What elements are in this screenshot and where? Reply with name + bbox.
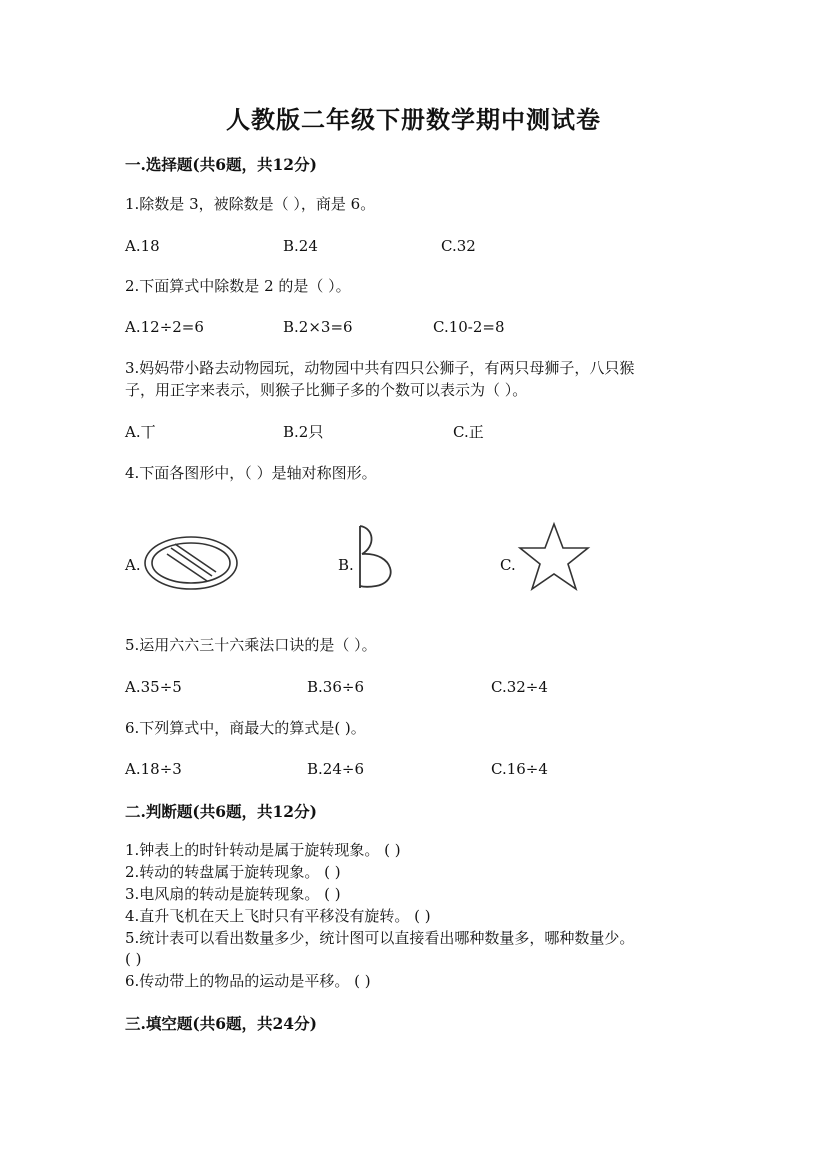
no-entry-oval-figure xyxy=(144,536,238,590)
question-1-option-c: C.32 xyxy=(441,237,476,255)
question-1-option-a: A.18 xyxy=(125,237,160,255)
judge-item-2: 2.转动的转盘属于旋转现象。 ( ) xyxy=(125,863,341,881)
judge-item-5-answer: ( ) xyxy=(125,950,142,968)
question-4-option-a: A. xyxy=(125,556,141,574)
question-2-option-c: C.10-2=8 xyxy=(433,318,505,336)
question-6-option-b: B.24÷6 xyxy=(307,760,364,778)
question-3-option-b: B.2只 xyxy=(283,423,324,441)
judge-item-4: 4.直升飞机在天上飞时只有平移没有旋转。 ( ) xyxy=(125,907,431,925)
question-5-stem: 5.运用六六三十六乘法口诀的是（ ）。 xyxy=(125,636,377,654)
question-3-stem-line-1: 3.妈妈带小路去动物园玩，动物园中共有四只公狮子，有两只母狮子，八只猴 xyxy=(125,359,635,377)
question-2-option-b: B.2×3=6 xyxy=(283,318,353,336)
question-6-option-c: C.16÷4 xyxy=(491,760,548,778)
letter-b-figure xyxy=(354,524,400,590)
question-4-option-c: C. xyxy=(500,556,516,574)
question-6-stem: 6.下列算式中，商最大的算式是( )。 xyxy=(125,719,366,737)
question-1-stem: 1.除数是 3，被除数是（ ），商是 6。 xyxy=(125,195,376,213)
judge-item-3: 3.电风扇的转动是旋转现象。 ( ) xyxy=(125,885,341,903)
question-3-option-a: A.丅 xyxy=(125,423,156,441)
question-5-option-c: C.32÷4 xyxy=(491,678,548,696)
question-4-option-b: B. xyxy=(338,556,354,574)
question-3-option-c: C.正 xyxy=(453,423,484,441)
question-5-option-b: B.36÷6 xyxy=(307,678,364,696)
judge-item-6: 6.传动带上的物品的运动是平移。 ( ) xyxy=(125,972,371,990)
question-2-option-a: A.12÷2=6 xyxy=(125,318,204,336)
section-heading-judgement: 二.判断题(共6题，共12分) xyxy=(125,802,317,821)
question-4-stem: 4.下面各图形中，（ ）是轴对称图形。 xyxy=(125,464,377,482)
judge-item-5: 5.统计表可以看出数量多少，统计图可以直接看出哪种数量多，哪种数量少。 xyxy=(125,929,635,947)
question-2-stem: 2.下面算式中除数是 2 的是（ ）。 xyxy=(125,277,351,295)
question-5-option-a: A.35÷5 xyxy=(125,678,182,696)
question-3-stem-line-2: 子，用正字来表示，则猴子比狮子多的个数可以表示为（ ）。 xyxy=(125,381,528,399)
section-heading-choice: 一.选择题(共6题，共12分) xyxy=(125,155,317,174)
star-figure xyxy=(518,522,590,592)
judge-item-1: 1.钟表上的时针转动是属于旋转现象。 ( ) xyxy=(125,841,401,859)
section-heading-fill-in: 三.填空题(共6题，共24分) xyxy=(125,1014,317,1033)
question-6-option-a: A.18÷3 xyxy=(125,760,182,778)
question-1-option-b: B.24 xyxy=(283,237,318,255)
page-title: 人教版二年级下册数学期中测试卷 xyxy=(226,105,601,134)
